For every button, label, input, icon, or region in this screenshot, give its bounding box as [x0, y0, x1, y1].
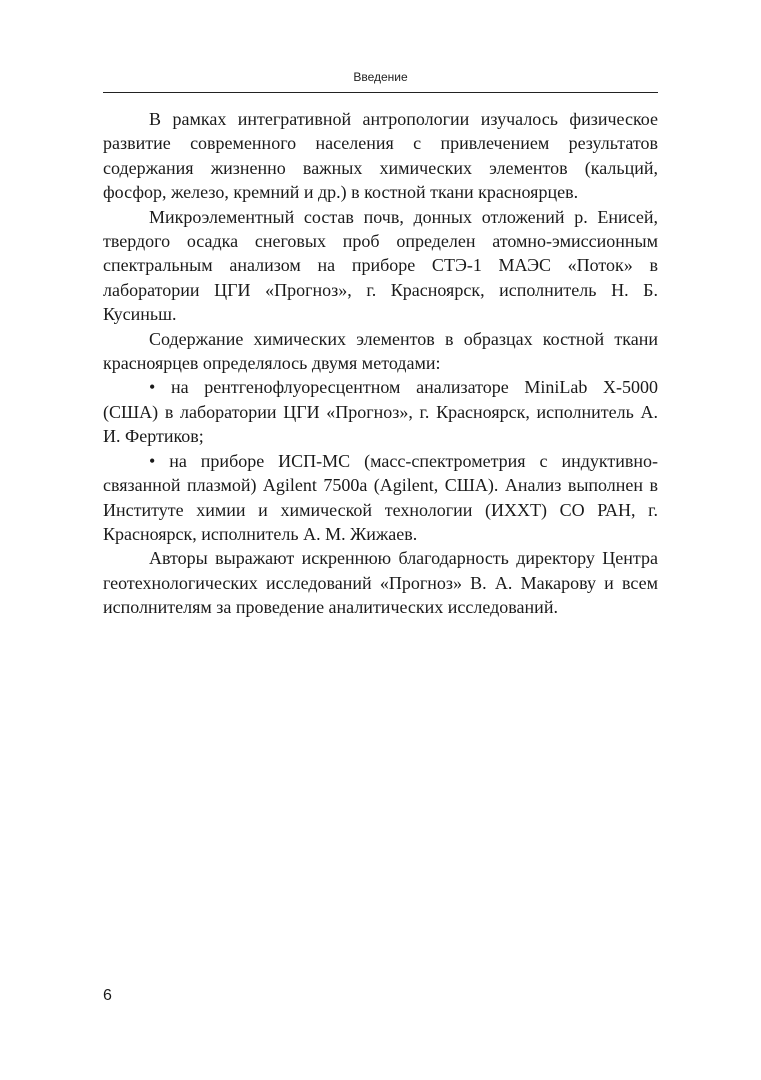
- paragraph-soil-analysis: Микроэлементный состав почв, донных отложений р. Енисей, твердого осадка снеговых проб определен атомно-эмиссионным спектральным анализом на приборе СТЭ-1 МАЭС «Поток» в лаборатории ЦГИ «Прогноз», г. Красноярск, исполнитель Н. Б. Кусиньш.: [103, 206, 658, 325]
- main-text: [103, 107, 658, 620]
- list-item-method-1: • на рентгенофлуоресцентном анализаторе MiniLab X-5000 (США) в лаборатории ЦГИ «Прогноз», г. Красноярск, исполнитель А. И. Фертиков;: [103, 377, 658, 447]
- paragraph-methods-intro: Содержание химических элементов в образцах костной ткани красноярцев определялось двумя методами:: [103, 328, 658, 374]
- header-divider: [103, 92, 658, 93]
- paragraph-intro: В рамках интегративной антропологии изучалось физическое развитие современного населения с привлечением результатов содержания жизненно важных химических элементов (кальций, фосфор, железо, кремний и др.) в костной ткани красноярцев.: [103, 109, 658, 203]
- running-header: Введение: [353, 70, 408, 84]
- list-item-method-2: • на приборе ИСП-МС (масс-спектрометрия с индуктивно-связанной плазмой) Agilent 7500a (Agilent, США). Анализ выполнен в Институте химии и химической технологии (ИХХТ) СО РАН, г. Красноярск, исполнитель А. М. Жижаев.: [103, 450, 658, 544]
- paragraph-acknowledgements: Авторы выражают искреннюю благодарность директору Центра геотехнологических исследований «Прогноз» В. А. Макарову и всем исполнителям за проведение аналитических исследований.: [103, 548, 658, 618]
- page-number: 6: [103, 987, 112, 1004]
